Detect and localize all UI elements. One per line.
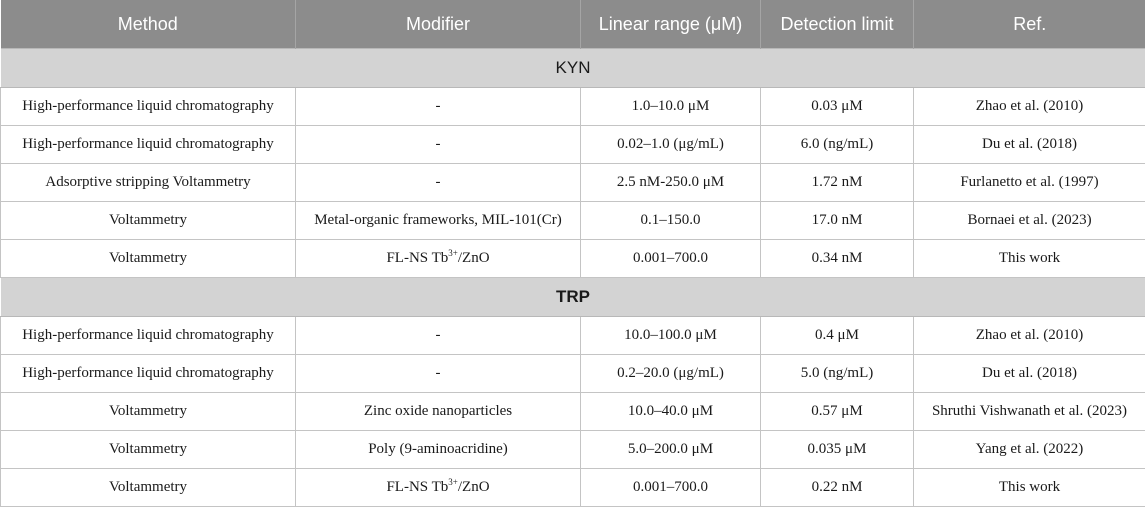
table-row xyxy=(1,469,1145,507)
cell-method: High-performance liquid chromatography xyxy=(1,317,296,355)
cell-ref: Yang et al. (2022) xyxy=(914,431,1145,469)
cell-modifier xyxy=(296,240,581,278)
cell-modifier: - xyxy=(296,317,581,355)
cell-method: Voltammetry xyxy=(1,469,296,507)
section-label: KYN xyxy=(1,49,1145,88)
cell-detection-limit: 0.22 nM xyxy=(761,469,914,507)
cell-linear-range: 0.2–20.0 (μg/mL) xyxy=(581,355,761,393)
header-ref: Ref. xyxy=(914,0,1145,49)
cell-ref: Shruthi Vishwanath et al. (2023) xyxy=(914,393,1145,431)
table-row xyxy=(1,202,1145,240)
cell-linear-range: 10.0–100.0 μM xyxy=(581,317,761,355)
cell-linear-range: 0.001–700.0 xyxy=(581,240,761,278)
modifier-superscript: 3+ xyxy=(448,248,458,258)
cell-modifier xyxy=(296,469,581,507)
cell-detection-limit: 0.34 nM xyxy=(761,240,914,278)
table-row xyxy=(1,240,1145,278)
header-row xyxy=(1,0,1145,49)
header-modifier: Modifier xyxy=(296,0,581,49)
cell-method: High-performance liquid chromatography xyxy=(1,126,296,164)
cell-linear-range: 0.1–150.0 xyxy=(581,202,761,240)
cell-modifier: Metal-organic frameworks, MIL-101(Cr) xyxy=(296,202,581,240)
cell-modifier: - xyxy=(296,164,581,202)
modifier-superscript: 3+ xyxy=(448,477,458,487)
cell-modifier: Zinc oxide nanoparticles xyxy=(296,393,581,431)
table-row xyxy=(1,88,1145,126)
table-header xyxy=(1,0,1145,49)
modifier-text-suffix: /ZnO xyxy=(457,479,490,495)
cell-linear-range: 0.02–1.0 (μg/mL) xyxy=(581,126,761,164)
table-row xyxy=(1,317,1145,355)
cell-ref: Furlanetto et al. (1997) xyxy=(914,164,1145,202)
cell-ref: This work xyxy=(914,469,1145,507)
cell-ref: Bornaei et al. (2023) xyxy=(914,202,1145,240)
section-label: TRP xyxy=(1,278,1145,317)
modifier-text: FL-NS Tb xyxy=(386,250,449,266)
cell-ref: Du et al. (2018) xyxy=(914,355,1145,393)
header-linear-range: Linear range (μM) xyxy=(581,0,761,49)
cell-linear-range: 0.001–700.0 xyxy=(581,469,761,507)
cell-method: Adsorptive stripping Voltammetry xyxy=(1,164,296,202)
section-row-trp xyxy=(1,278,1145,317)
cell-modifier: - xyxy=(296,88,581,126)
cell-detection-limit: 0.4 μM xyxy=(761,317,914,355)
cell-linear-range: 10.0–40.0 μM xyxy=(581,393,761,431)
section-row-kyn xyxy=(1,49,1145,88)
table-body xyxy=(1,49,1145,507)
cell-detection-limit: 0.57 μM xyxy=(761,393,914,431)
cell-linear-range: 5.0–200.0 μM xyxy=(581,431,761,469)
cell-ref: Zhao et al. (2010) xyxy=(914,88,1145,126)
cell-linear-range: 1.0–10.0 μM xyxy=(581,88,761,126)
cell-modifier: - xyxy=(296,355,581,393)
header-method: Method xyxy=(1,0,296,49)
modifier-text-suffix: /ZnO xyxy=(457,250,490,266)
modifier-text: FL-NS Tb xyxy=(386,479,449,495)
table-row xyxy=(1,431,1145,469)
cell-method: High-performance liquid chromatography xyxy=(1,88,296,126)
cell-method: Voltammetry xyxy=(1,240,296,278)
cell-detection-limit: 1.72 nM xyxy=(761,164,914,202)
cell-ref: Du et al. (2018) xyxy=(914,126,1145,164)
header-detection-limit: Detection limit xyxy=(761,0,914,49)
cell-detection-limit: 6.0 (ng/mL) xyxy=(761,126,914,164)
cell-detection-limit: 0.035 μM xyxy=(761,431,914,469)
table-row xyxy=(1,355,1145,393)
cell-method: Voltammetry xyxy=(1,431,296,469)
table-row xyxy=(1,393,1145,431)
cell-modifier: - xyxy=(296,126,581,164)
cell-detection-limit: 0.03 μM xyxy=(761,88,914,126)
cell-ref: This work xyxy=(914,240,1145,278)
cell-linear-range: 2.5 nM-250.0 μM xyxy=(581,164,761,202)
table-row xyxy=(1,164,1145,202)
cell-method: Voltammetry xyxy=(1,202,296,240)
cell-method: High-performance liquid chromatography xyxy=(1,355,296,393)
cell-method: Voltammetry xyxy=(1,393,296,431)
cell-detection-limit: 5.0 (ng/mL) xyxy=(761,355,914,393)
table-row xyxy=(1,126,1145,164)
cell-detection-limit: 17.0 nM xyxy=(761,202,914,240)
cell-modifier: Poly (9-aminoacridine) xyxy=(296,431,581,469)
cell-ref: Zhao et al. (2010) xyxy=(914,317,1145,355)
